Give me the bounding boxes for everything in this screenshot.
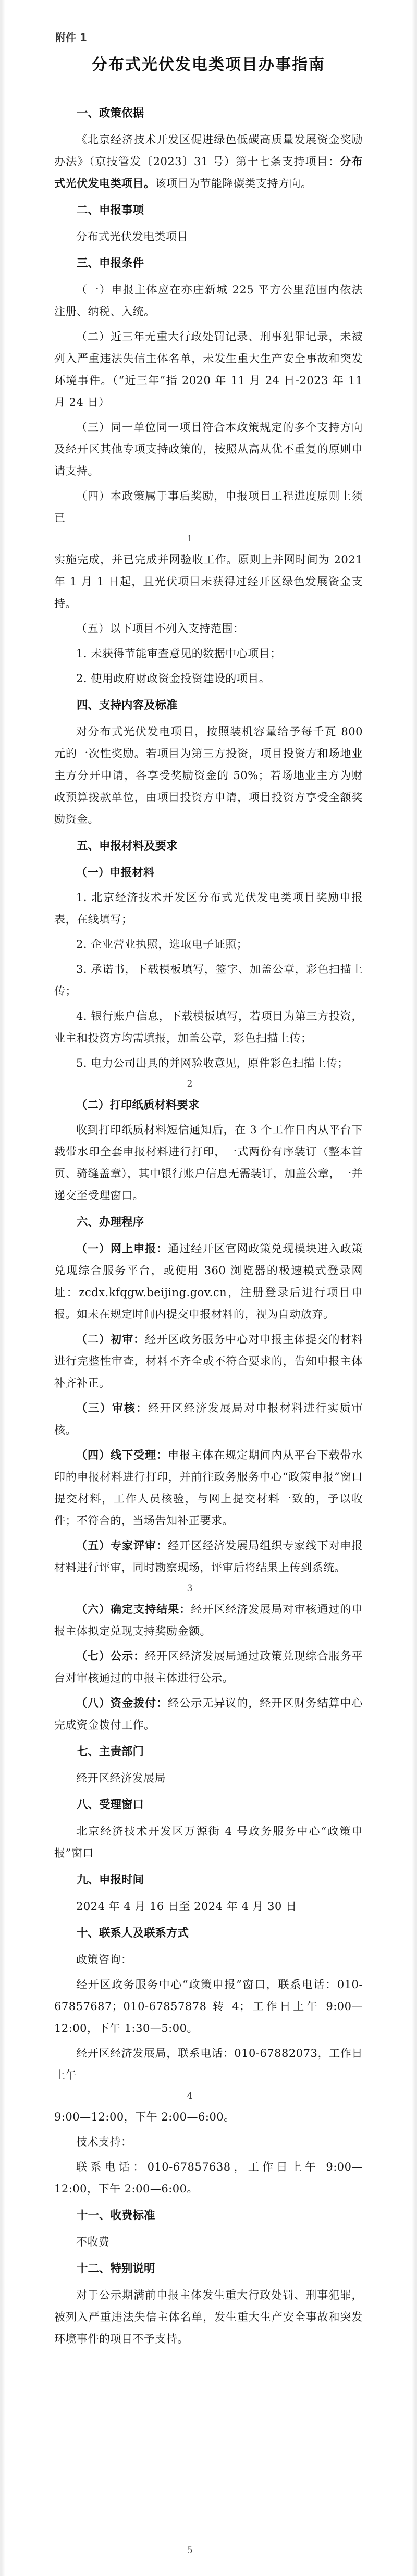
end-blank-space: [54, 2353, 363, 2541]
step-3-text: 经开区经济发展局对申报材料进行实质审核。: [54, 1402, 363, 1436]
section-heading-9: 九、申报时间: [77, 1874, 144, 1887]
condition-5-item-1: 1. 未获得节能审查意见的数据中心项目；: [76, 647, 281, 660]
policy-basis-paragraph: [54, 129, 363, 194]
policy-basis-bold: 分布式光伏发电类项目。: [54, 155, 363, 190]
step-3-label: （三）审核：: [76, 1401, 148, 1414]
condition-2: （二）近三年无重大行政处罚记录、刑事犯罪记录，未被列入严重违法失信主体名单，未发生重大生产安全事故和突发环境事件。（“近三年”指 2020 年 11 月 24 日-2023 年 11 月 24 日）: [54, 330, 363, 409]
section-heading-7: 七、主责部门: [77, 1745, 144, 1758]
step-7-label: （七）公示：: [76, 1649, 145, 1662]
step-4-label: （四）线下受理：: [76, 1448, 168, 1461]
policy-consult-label: 政策咨询：: [76, 1953, 132, 1966]
procedure-step-7: [54, 1645, 363, 1689]
condition-3: （三）同一单位同一项目符合本政策规定的多个支持方向及经开区其他专项支持政策的，按照从高从优不重复的原则申请支持。: [54, 421, 363, 477]
procedure-step-4: [54, 1444, 363, 1532]
procedure-step-6: [54, 1598, 363, 1642]
step-5-label: （五）专家评审：: [76, 1539, 168, 1552]
section-heading-6: 六、办理程序: [77, 1216, 144, 1229]
material-5: 5. 电力公司出具的并网验收意见，原件彩色扫描上传；: [76, 1057, 349, 1069]
procedure-step-1: [54, 1238, 363, 1325]
section-heading-2: 二、申报事项: [77, 204, 144, 217]
step-8-label: （八）资金拨付：: [76, 1696, 168, 1709]
page-number-1: 1: [187, 534, 193, 544]
step-7-text: 经开区经济发展局通过政策兑现综合服务平台对审核通过的申报主体进行公示。: [54, 1650, 363, 1684]
material-4: 4. 银行账户信息，下载模板填写，若项目为第三方投资，业主和投资方均需填报，加盖公章，彩色扫描上传；: [54, 1010, 363, 1044]
step-5-text: 经开区经济发展局组织专家线下对申报材料进行评审，同时勘察现场，评审后将结果上传到系统。: [54, 1539, 363, 1574]
section-heading-8: 八、受理窗口: [77, 1798, 144, 1811]
edb-contact-start: 经开区经济发展局，联系电话：010-67882073，工作日上午: [54, 2047, 363, 2081]
step-1-label: （一）网上申报：: [76, 1242, 168, 1255]
condition-5: （五）以下项目不列入支持范围：: [76, 622, 244, 635]
section-heading-5: 五、申报材料及要求: [77, 840, 178, 853]
page-number-2: 2: [187, 1079, 193, 1089]
edb-contact-continuation: 9:00—12:00，下午 2:00—6:00。: [54, 2111, 235, 2123]
policy-basis-text: 《北京经济技术开发区促进绿色低碳高质量发展资金奖励办法》（京技管发〔2023〕31 号）第十七条支持项目：: [54, 133, 363, 168]
section-heading-10: 十、联系人及联系方式: [77, 1927, 189, 1940]
step-2-label: （二）初审：: [76, 1333, 145, 1346]
step-6-text: 经开区经济发展局对审核通过的申报主体拟定兑现支持奖励金额。: [54, 1603, 363, 1637]
step-2-text: 经开区政务服务中心对申报主体提交的材料进行完整性审查，材料不齐全或不符合要求的，告知申报主体补齐补正。: [54, 1333, 363, 1389]
section-heading-12: 十二、特别说明: [77, 2262, 155, 2275]
section-heading-3: 三、申报条件: [77, 257, 144, 270]
document-title: 分布式光伏发电类项目办事指南: [92, 56, 325, 74]
condition-4-continuation: 实施完成，并已完成并网验收工作。原则上并网时间为 2021 年 1 月 1 日起，且光伏项目未获得过经开区绿色发展资金支持。: [54, 553, 363, 610]
section-heading-4: 四、支持内容及标准: [77, 699, 178, 712]
condition-5-item-2: 2. 使用政府财政资金投资建设的项目。: [76, 672, 271, 685]
page-number-5: 5: [187, 2545, 193, 2556]
step-8-text: 经公示无异议的，经开区财务结算中心完成资金拨付工作。: [54, 1697, 363, 1731]
condition-1: （一）申报主体应在亦庄新城 225 平方公里范围内依法注册、纳税、入统。: [54, 284, 363, 318]
application-period: 2024 年 4 月 16 日至 2024 年 4 月 30 日: [76, 1900, 297, 1913]
policy-consult-contact: 经开区政务服务中心“政策申报”窗口，联系电话：010-67857687；010-67857878 转 4；工作日上午 9:00—12:00，下午 1:30—5:00。: [54, 1978, 363, 2035]
procedure-step-3: [54, 1397, 363, 1441]
step-6-label: （六）确定支持结果：: [76, 1603, 191, 1616]
procedure-step-2: [54, 1328, 363, 1394]
material-1: 1. 北京经济技术开发区分布式光伏发电类项目奖励申报表，在线填写；: [54, 891, 363, 926]
section-heading-1: 一、政策依据: [77, 107, 144, 120]
subheading-5-1: （一）申报材料: [76, 866, 155, 879]
tech-support-contact: 联系电话：010-67857638，工作日上午 9:00—12:00，下午 2:00—6:00。: [54, 2161, 363, 2195]
support-standard-paragraph: 对分布式光伏发电项目，按照装机容量给予每千瓦 800 元的一次性奖励。若项目为第三方投资，项目投资方和场地业主方分开申请，各享受奖励资金的 50%；若场地业主方为财政预算拨款单位，由项目投资方申请，项目投资方享受全额奖励资金。: [54, 725, 363, 825]
material-2: 2. 企业营业执照，选取电子证照；: [76, 938, 248, 951]
acceptance-window: 北京经济技术开发区万源街 4 号政务服务中心“政策申报”窗口: [54, 1825, 363, 1859]
declaration-item-paragraph: 分布式光伏发电类项目: [76, 230, 188, 243]
attachment-label: 附件 1: [55, 31, 87, 44]
page-number-4: 4: [187, 2091, 193, 2101]
fee-standard: 不收费: [76, 2236, 110, 2248]
step-1-text: 通过经开区官网政策兑现模块进入政策兑现综合服务平台，或使用 360 浏览器的极速模式登录网址：zcdx.kfqgw.beijing.gov.cn，注册登录后进行项目申报。如未在规定时间内提交申报材料的，视为自动放弃。: [54, 1242, 363, 1321]
procedure-step-8: [54, 1692, 363, 1736]
material-3: 3. 承诺书，下载模板填写，签字、加盖公章，彩色扫描上传；: [54, 963, 363, 997]
special-note-paragraph: 对于公示期满前申报主体发生重大行政处罚、刑事犯罪，被列入严重违法失信主体名单，发生重大生产安全事故和突发环境事件的项目不予支持。: [54, 2289, 363, 2345]
section-heading-11: 十一、收费标准: [77, 2209, 155, 2222]
page-number-3: 3: [187, 1583, 193, 1594]
responsible-department: 经开区经济发展局: [76, 1772, 166, 1784]
procedure-step-5: [54, 1535, 363, 1579]
condition-4-start: （四）本政策属于事后奖励，申报项目工程进度原则上须已: [54, 490, 363, 524]
step-4-text: 申报主体在规定期间内从平台下载带水印的申报材料进行打印，并前往政务服务中心“政策申报”窗口提交材料，工作人员核验，与网上提交材料一致的，予以收件；不符合的，当场告知补正要求。: [54, 1449, 363, 1527]
print-requirement-paragraph: 收到打印纸质材料短信通知后，在 3 个工作日内从平台下载带水印全套申报材料进行打印，一式两份有序装订（整本首页、骑缝盖章），其中银行账户信息无需装订，加盖公章，一并递交至受理窗口。: [54, 1124, 363, 1202]
tech-support-label: 技术支持：: [76, 2136, 132, 2148]
policy-basis-rest: 该项目为节能降碳类支持方向。: [155, 177, 312, 190]
subheading-5-2: （二）打印纸质材料要求: [76, 1098, 200, 1111]
